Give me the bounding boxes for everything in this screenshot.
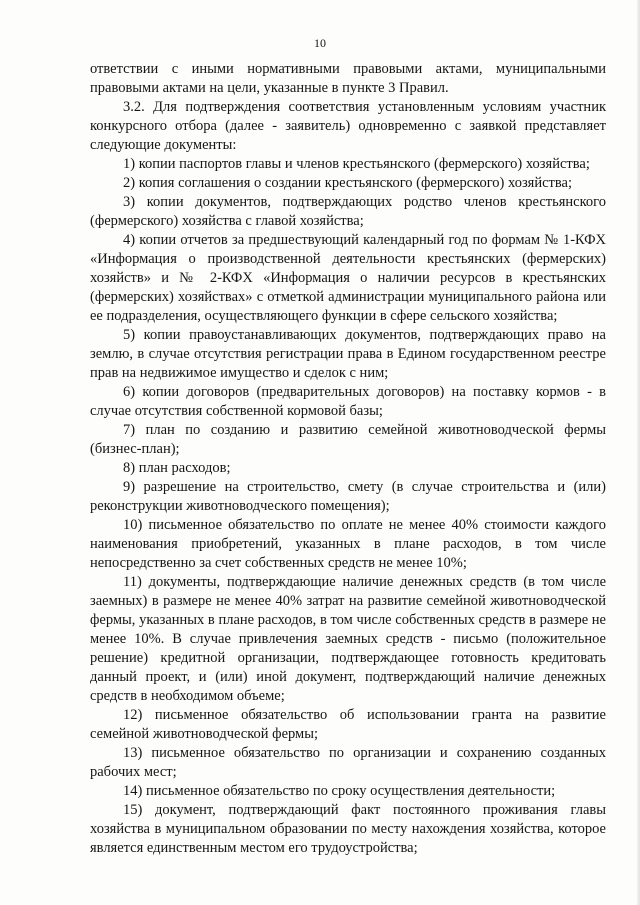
paragraph-continuation: ответствии с иными нормативными правовыми актами, муниципальными правовыми актами на цели, указанные в пункте 3 Правил. bbox=[90, 61, 606, 96]
list-item-6: 6) копии договоров (предварительных договоров) на поставку кормов - в случае отсутствия собственной кормовой базы; bbox=[90, 384, 606, 419]
list-item-11: 11) документы, подтверждающие наличие денежных средств (в том числе заемных) в размере не менее 40% затрат на развитие семейной животноводческой фермы, указанных в плане расходов, в том числе собственных средств в размере не менее 10%. В случае привлечения заемных средств - письмо (положительное решение) кредитной организации, подтверждающее готовность кредитовать данный проект, и (или) иной документ, подтверждающий наличие денежных средств в необходимом объеме; bbox=[90, 574, 606, 704]
list-item-9: 9) разрешение на строительство, смету (в случае строительства и (или) реконструкции животноводческого помещения); bbox=[90, 479, 606, 514]
list-item-14: 14) письменное обязательство по сроку осуществления деятельности; bbox=[123, 783, 556, 799]
list-item-8: 8) план расходов; bbox=[123, 460, 231, 476]
list-item-1: 1) копии паспортов главы и членов крестьянского (фермерского) хозяйства; bbox=[123, 156, 590, 172]
list-item-2: 2) копия соглашения о создании крестьянского (фермерского) хозяйства; bbox=[123, 175, 572, 191]
page-number: 10 bbox=[314, 36, 326, 50]
list-item-3: 3) копии документов, подтверждающих родство членов крестьянского (фермерского) хозяйства с главой хозяйства; bbox=[90, 194, 606, 229]
list-item-5: 5) копии правоустанавливающих документов, подтверждающих право на землю, в случае отсутствия регистрации права в Едином государственном реестре прав на недвижимое имущество и сделок с ним; bbox=[90, 327, 606, 381]
list-item-4: 4) копии отчетов за предшествующий календарный год по формам № 1-КФХ «Информация о производственной деятельности крестьянских (фермерских) хозяйств» и № 2-КФХ «Информация о наличии ресурсов в крестьянских (фермерских) хозяйствах» с отметкой администрации муниципального района или ее подразделения, осуществляющего функции в сфере сельского хозяйства; bbox=[90, 232, 606, 324]
document-body bbox=[90, 60, 606, 858]
list-item-15: 15) документ, подтверждающий факт постоянного проживания главы хозяйства в муниципальном образовании по месту нахождения хозяйства, которое является единственным местом его трудоустройства; bbox=[90, 802, 606, 856]
list-item-13: 13) письменное обязательство по организации и сохранению созданных рабочих мест; bbox=[90, 745, 606, 780]
list-item-7: 7) план по созданию и развитию семейной животноводческой фермы (бизнес-план); bbox=[90, 422, 606, 457]
paragraph-3-2: 3.2. Для подтверждения соответствия установленным условиям участник конкурсного отбора (далее - заявитель) одновременно с заявкой представляет следующие документы: bbox=[90, 99, 606, 153]
list-item-12: 12) письменное обязательство об использовании гранта на развитие семейной животноводческой фермы; bbox=[90, 707, 606, 742]
list-item-10: 10) письменное обязательство по оплате не менее 40% стоимости каждого наименования приобретений, указанных в плане расходов, в том числе непосредственно за счет собственных средств не менее 10%; bbox=[90, 517, 606, 571]
